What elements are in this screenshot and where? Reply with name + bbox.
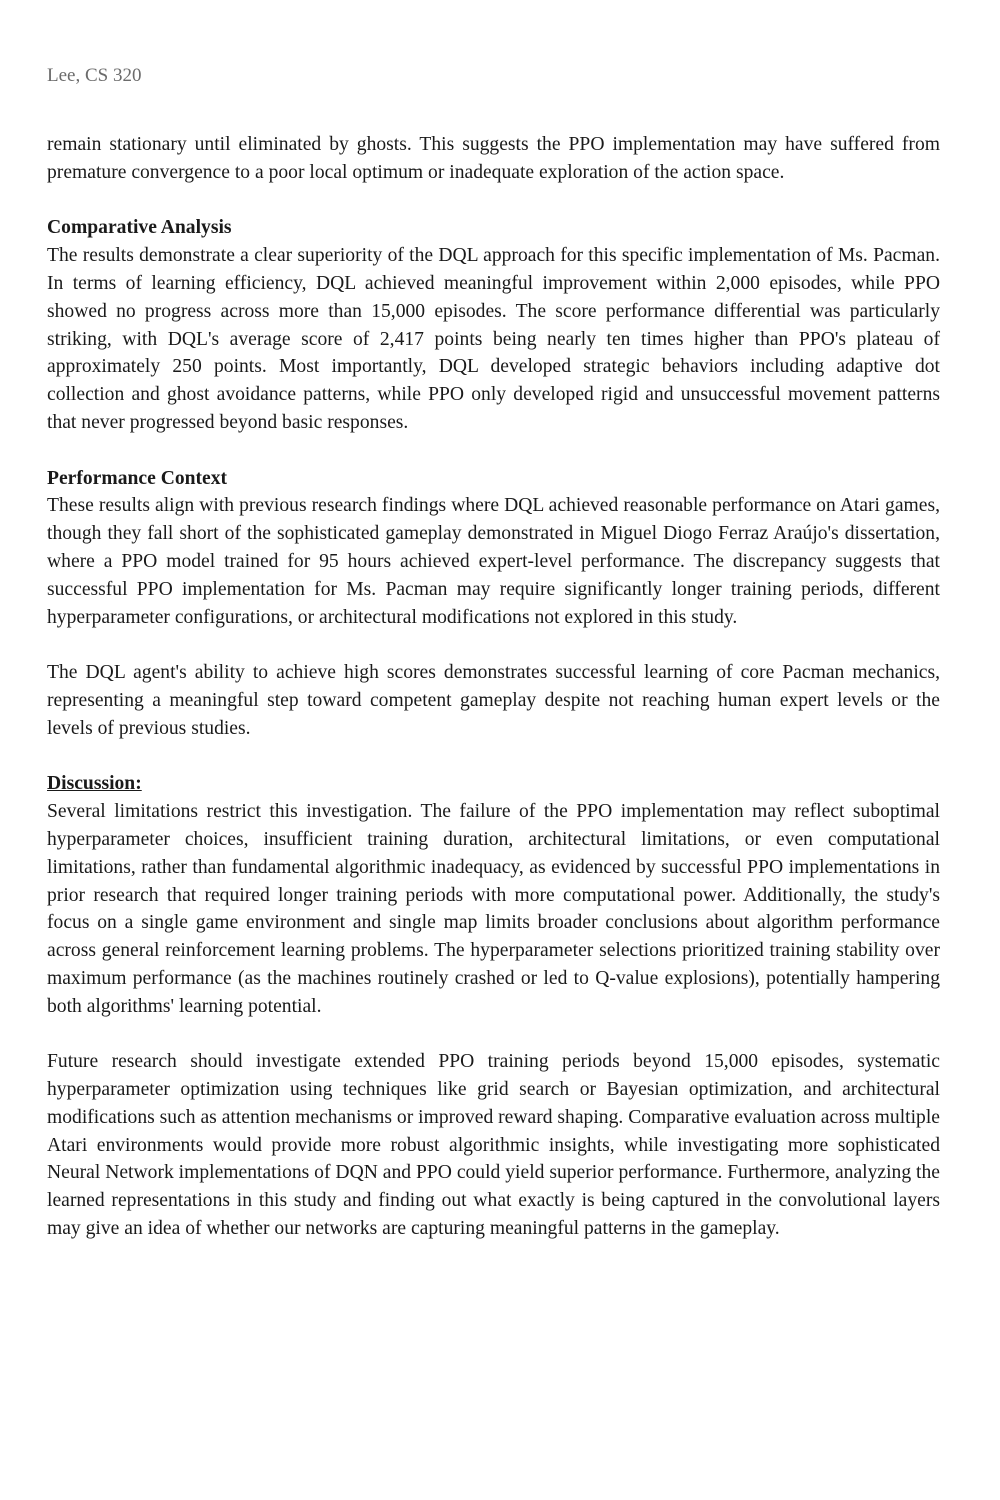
intro-paragraph: remain stationary until eliminated by ghosts. This suggests the PPO implementation may have suffered from premature convergence to a poor local optimum or inadequate exploration of the action space. [47, 134, 940, 183]
dql-paragraph: The DQL agent's ability to achieve high scores demonstrates successful learning of core Pacman mechanics, representing a meaningful step toward competent gameplay despite not reaching human expert levels or the levels of previous studies. [47, 662, 940, 739]
future-research-paragraph: Future research should investigate extended PPO training periods beyond 15,000 episodes, systematic hyperparameter optimization using techniques like grid search or Bayesian optimization, and architectural modifications such as attention mechanisms or improved reward shaping. Comparative evaluation across multiple Atari environments would provide more robust algorithmic insights, while investigating more sophisticated Neural Network implementations of DQN and PPO could yield superior performance. Furthermore, analyzing the learned representations in this study and finding out what exactly is being captured in the convolutional layers may give an idea of whether our networks are capturing meaningful patterns in the gameplay. [47, 1051, 940, 1240]
section-text-comparative-analysis: The results demonstrate a clear superiority of the DQL approach for this specific implementation of Ms. Pacman. In terms of learning efficiency, DQL achieved meaningful improvement within 2,000 episodes, while PPO showed no progress across more than 15,000 episodes. The score performance differential was particularly striking, with DQL's average score of 2,417 points being nearly ten times higher than PPO's plateau of approximately 250 points. Most importantly, DQL developed strategic behaviors including adaptive dot collection and ghost avoidance patterns, while PPO only developed rigid and unsuccessful movement patterns that never progressed beyond basic responses. [47, 245, 940, 433]
section-text-performance-context: These results align with previous research findings where DQL achieved reasonable performance on Atari games, though they fall short of the sophisticated gameplay demonstrated in Miguel Diogo Ferraz Araújo's dissertation, where a PPO model trained for 95 hours achieved expert-level performance. The discrepancy suggests that successful PPO implementation for Ms. Pacman may require significantly longer training periods, different hyperparameter configurations, or architectural modifications not explored in this study. [47, 495, 940, 628]
section-heading-performance-context: Performance Context [47, 467, 228, 489]
section-comparative-analysis [47, 214, 940, 436]
section-heading-discussion: Discussion: [47, 773, 142, 795]
section-text-discussion: Several limitations restrict this investigation. The failure of the PPO implementation may reflect suboptimal hyperparameter choices, insufficient training duration, architectural limitations, or even computational limitations, rather than fundamental algorithmic inadequacy, as evidenced by successful PPO implementations in prior research that required longer training periods with more computational power. Additionally, the study's focus on a single game environment and single map limits broader conclusions about algorithm performance across general reinforcement learning problems. The hyperparameter selections prioritized training stability over maximum performance (as the machines routinely crashed or led to Q-value explosions), potentially hampering both algorithms' learning potential. [47, 801, 940, 1017]
document-body [47, 131, 940, 1271]
section-performance-context [47, 465, 940, 632]
section-discussion [47, 770, 940, 1020]
section-heading-comparative-analysis: Comparative Analysis [47, 217, 232, 239]
running-header: Lee, CS 320 [47, 65, 142, 86]
